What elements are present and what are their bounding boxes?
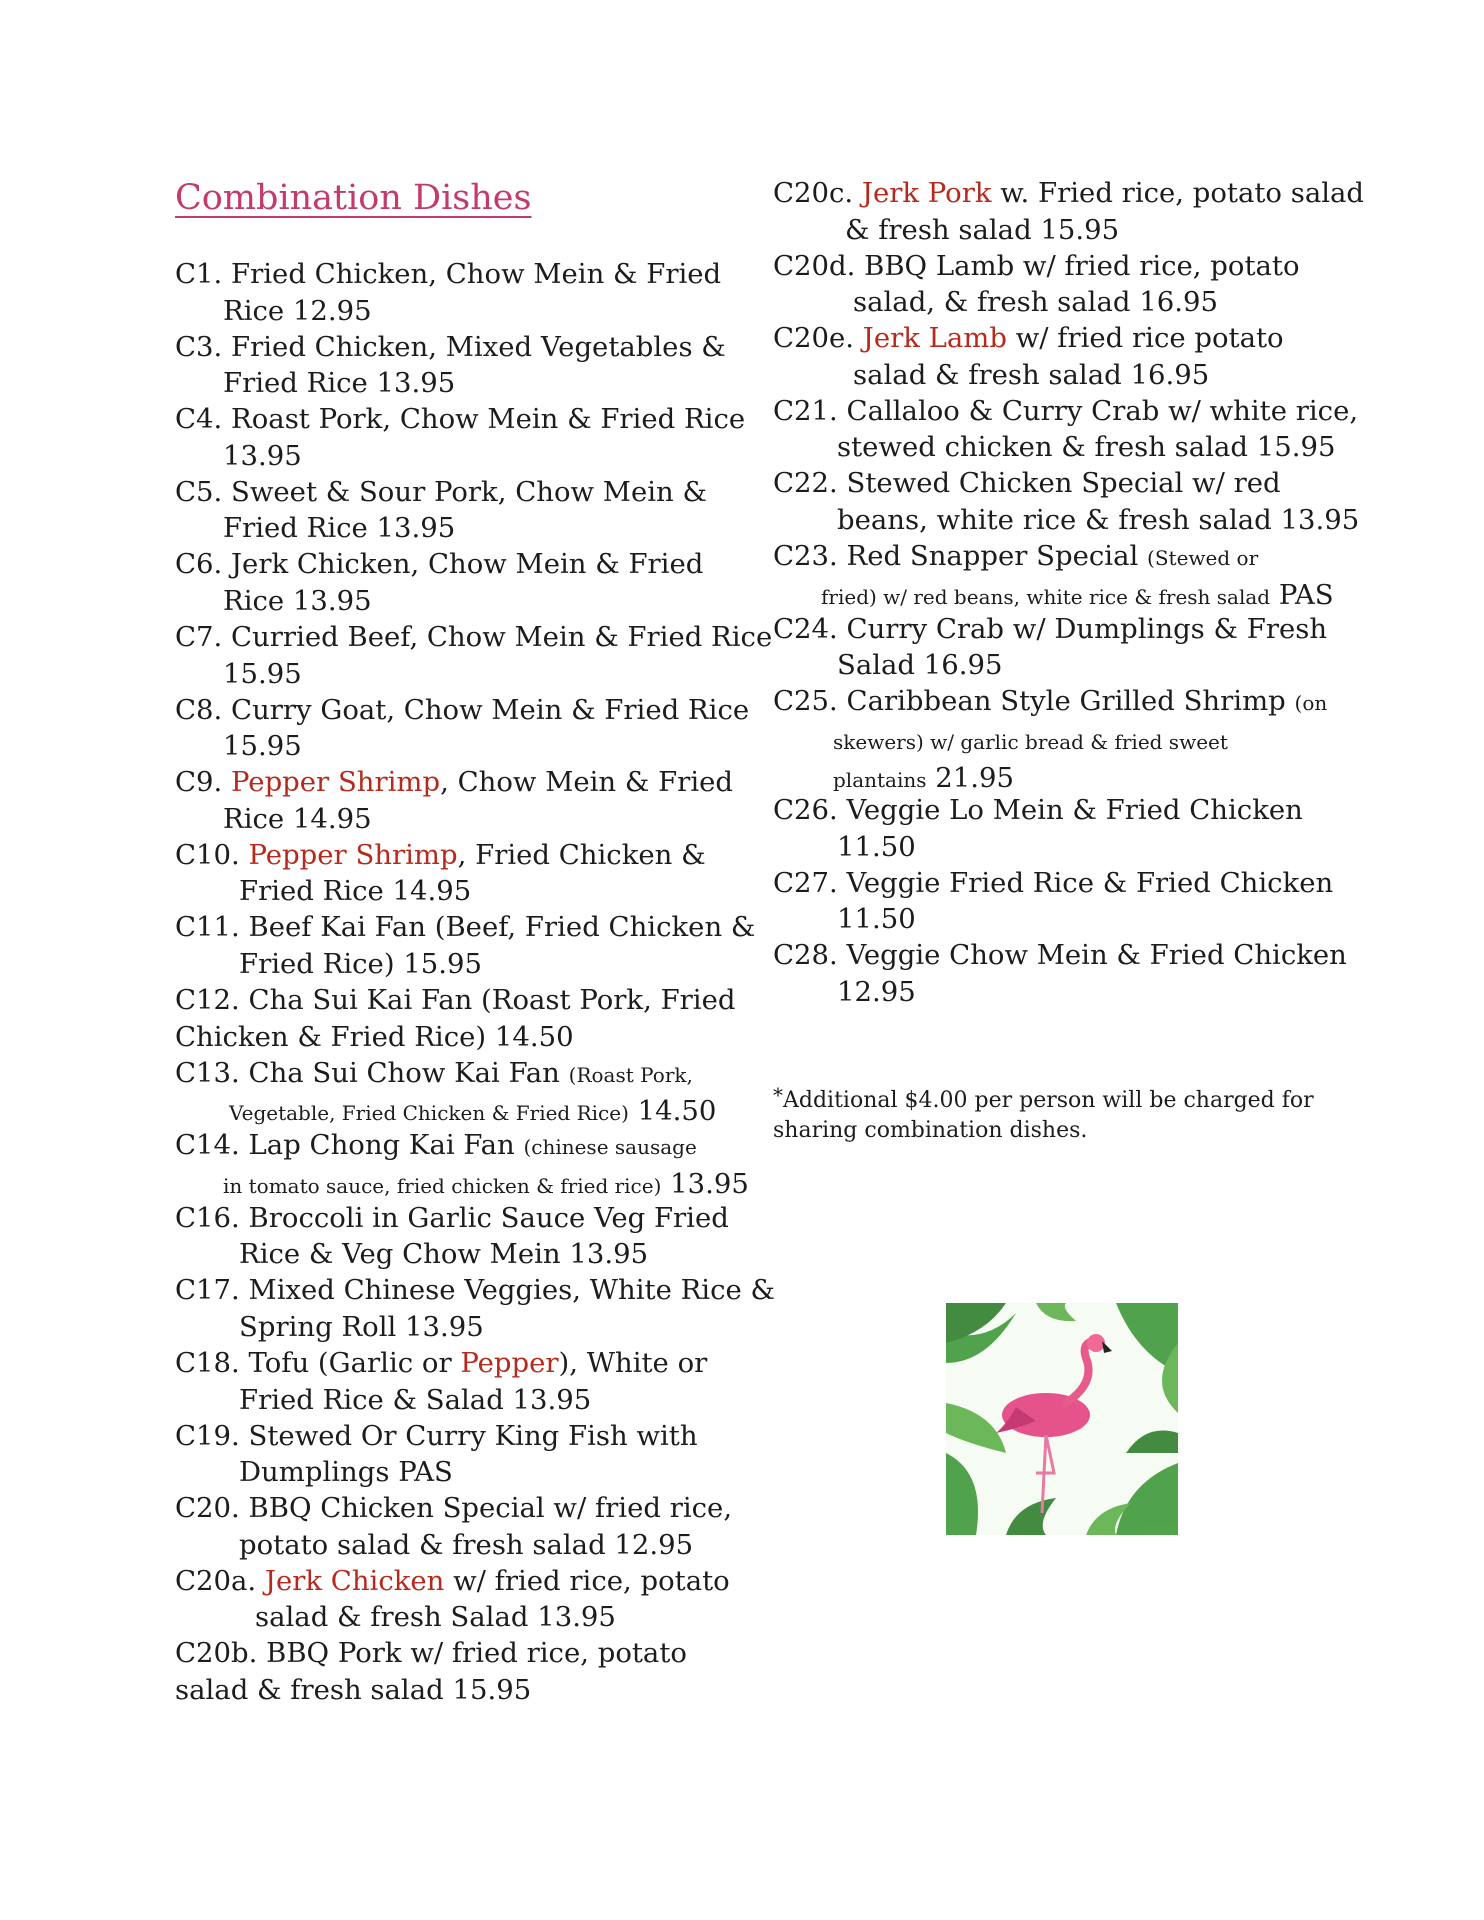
menu-item — [773, 175, 1364, 248]
menu-item-line — [773, 577, 1334, 616]
menu-item-text: Rice 13.95 — [223, 584, 372, 617]
menu-item-line — [175, 256, 721, 293]
menu-item-line — [175, 619, 772, 656]
menu-item — [175, 256, 721, 329]
menu-item-code: C24. — [773, 612, 847, 645]
menu-item-line — [175, 329, 726, 366]
menu-item-text: Mixed Chinese Veggies, White Rice & — [248, 1274, 775, 1307]
menu-item-line — [175, 293, 721, 330]
menu-item-code: C14. — [175, 1129, 249, 1162]
menu-item-text: Vegetable, Fried Chicken & Fried Rice) — [229, 1101, 629, 1126]
menu-item-line — [175, 801, 733, 838]
menu-item-line — [175, 1490, 732, 1527]
menu-item-code: C3. — [175, 330, 232, 363]
menu-item-line — [175, 873, 706, 910]
menu-item-code: C16. — [175, 1201, 249, 1234]
menu-item-text: 11.50 — [837, 830, 916, 863]
page-title: Combination Dishes — [175, 178, 532, 218]
menu-item-line — [175, 1127, 749, 1166]
menu-item-line — [175, 474, 707, 511]
menu-item-text: 11.50 — [837, 903, 916, 936]
menu-item-line — [773, 722, 1327, 761]
menu-item-text: Fried Rice 13.95 — [223, 367, 456, 400]
menu-item-text: Jerk Chicken, Chow Mein & Fried — [231, 548, 704, 581]
menu-item-text: Fried Rice) 15.95 — [239, 947, 483, 980]
menu-item — [773, 320, 1284, 393]
menu-item-line — [773, 284, 1300, 321]
menu-item-text: Fried Rice 13.95 — [223, 512, 456, 545]
menu-item-line — [773, 393, 1358, 430]
menu-item-line — [175, 1345, 707, 1382]
menu-item-line — [773, 175, 1364, 212]
menu-item-text: 21.95 — [926, 762, 1014, 795]
menu-item-text: (on — [1294, 691, 1328, 716]
highlighted-dish-name: Pepper Shrimp — [231, 766, 441, 799]
menu-item-line — [175, 1563, 730, 1600]
menu-item — [773, 393, 1358, 466]
menu-item-code: C20d. — [773, 249, 865, 282]
menu-item-text: salad & fresh salad 16.95 — [853, 358, 1210, 391]
menu-item-text: (chinese sausage — [523, 1135, 697, 1160]
menu-item-line — [175, 764, 733, 801]
menu-item — [175, 982, 735, 1055]
menu-item-text: 15.95 — [223, 730, 302, 763]
menu-item-text: Fried Chicken, Chow Mein & Fried — [231, 258, 722, 290]
menu-item-line — [175, 909, 755, 946]
menu-item-text: , Fried Chicken & — [457, 838, 706, 871]
flamingo-icon — [946, 1303, 1178, 1535]
menu-item-code: C4. — [175, 403, 232, 436]
menu-item-text: Stewed Chicken Special w/ red — [846, 467, 1281, 500]
menu-item-text: skewers) w/ garlic bread & fried sweet — [833, 729, 1228, 754]
menu-item-line — [773, 901, 1333, 938]
menu-item-text: Rice & Veg Chow Mein 13.95 — [239, 1238, 649, 1271]
menu-item — [175, 837, 706, 910]
menu-item-line — [175, 1454, 698, 1491]
menu-item-code: C20b. — [175, 1637, 267, 1670]
menu-item-text: Veggie Chow Mein & Fried Chicken — [846, 939, 1347, 972]
menu-item — [773, 792, 1303, 865]
menu-item-line — [175, 837, 706, 874]
menu-item-line — [773, 538, 1334, 577]
menu-item — [773, 865, 1333, 938]
menu-item-line — [175, 510, 707, 547]
menu-item-text: Cha Sui Kai Fan (Roast Pork, Fried — [248, 984, 736, 1016]
highlighted-dish-name: Pepper — [460, 1347, 559, 1379]
menu-item-text: stewed chicken & fresh salad 15.95 — [837, 431, 1336, 464]
menu-item-line — [175, 401, 745, 438]
menu-item — [175, 546, 703, 619]
menu-item-line — [773, 248, 1300, 285]
highlighted-dish-name: Jerk Lamb — [862, 322, 1007, 355]
menu-item-text: Tofu (Garlic or — [248, 1347, 461, 1379]
menu-item-line — [773, 974, 1347, 1011]
menu-item-text: Rice 12.95 — [223, 294, 372, 327]
menu-item — [773, 683, 1327, 799]
menu-item-text: Red Snapper Special — [846, 540, 1148, 572]
menu-item-text: Dumplings PAS — [239, 1456, 453, 1489]
menu-item-line — [773, 357, 1284, 394]
menu-item-code: C19. — [175, 1419, 249, 1452]
menu-item-code: C27. — [773, 866, 847, 899]
menu-item-text: (Stewed or — [1147, 546, 1259, 570]
menu-item-line — [175, 1309, 775, 1346]
menu-item-line — [773, 865, 1333, 902]
menu-item-text: ), White or — [558, 1347, 708, 1379]
menu-item — [175, 764, 733, 837]
menu-item-text: Fried Chicken, Mixed Vegetables & — [231, 330, 726, 363]
menu-item-text: w. Fried rice, potato salad — [991, 177, 1365, 209]
menu-item-line — [175, 1166, 749, 1205]
menu-item — [175, 474, 707, 547]
menu-item-code: C10. — [175, 838, 249, 871]
menu-item-line — [175, 1527, 732, 1564]
menu-item-line — [175, 1093, 716, 1132]
menu-item-code: C20e. — [773, 322, 863, 355]
menu-item — [175, 1345, 707, 1418]
menu-item-text: Fried Rice 14.95 — [239, 875, 472, 908]
menu-item-text: fried) w/ red beans, white rice & fresh salad — [821, 584, 1271, 609]
highlighted-dish-name: Jerk Chicken — [264, 1564, 445, 1597]
menu-item-line — [175, 656, 772, 693]
menu-item — [175, 692, 749, 765]
note-line-2: sharing combination dishes. — [773, 1118, 1088, 1143]
menu-item — [175, 909, 755, 982]
menu-item-line — [773, 429, 1358, 466]
menu-item-line — [773, 465, 1359, 502]
menu-item-line — [175, 1200, 729, 1237]
menu-item-text: Veggie Lo Mein & Fried Chicken — [846, 794, 1303, 827]
menu-item-line — [773, 647, 1327, 684]
menu-item-text: PAS — [1270, 578, 1334, 611]
menu-item-line — [175, 438, 745, 475]
menu-item-text: Curried Beef, Chow Mein & Fried Rice — [231, 621, 773, 653]
menu-item-line — [773, 320, 1284, 357]
menu-item-text: Rice 14.95 — [223, 802, 372, 835]
menu-item-line — [773, 792, 1303, 829]
menu-item-line — [175, 1635, 687, 1672]
menu-item — [175, 1563, 730, 1636]
menu-item-text: 13.95 — [223, 439, 302, 472]
menu-item-text: in tomato sauce, fried chicken & fried rice) — [223, 1173, 662, 1198]
menu-item-line — [773, 683, 1327, 722]
menu-item-text: salad & fresh Salad 13.95 — [255, 1601, 616, 1634]
menu-item-text: 12.95 — [837, 975, 916, 1008]
menu-item-text: BBQ Chicken Special w/ fried rice, — [248, 1492, 733, 1525]
menu-item-text: beans, white rice & fresh salad 13.95 — [837, 503, 1360, 536]
menu-item-code: C13. — [175, 1056, 249, 1089]
menu-item-line — [175, 692, 749, 729]
note-asterisk: * — [773, 1083, 783, 1107]
menu-item-line — [773, 212, 1364, 249]
menu-item-code: C12. — [175, 984, 249, 1016]
menu-item-text: Fried Rice & Salad 13.95 — [239, 1383, 592, 1416]
menu-item-line — [175, 982, 735, 1019]
menu-item-code: C17. — [175, 1274, 249, 1307]
menu-item-line — [773, 829, 1303, 866]
menu-item-text: Broccoli in Garlic Sauce Veg Fried — [248, 1201, 729, 1234]
menu-item-text: BBQ Pork w/ fried rice, potato — [266, 1637, 687, 1670]
menu-item-line — [773, 611, 1327, 648]
menu-item-text: Cha Sui Chow Kai Fan — [248, 1056, 569, 1089]
menu-item — [175, 1272, 775, 1345]
menu-item-code: C8. — [175, 693, 232, 726]
menu-item-text: Sweet & Sour Pork, Chow Mein & — [231, 475, 707, 508]
menu-item-line — [175, 1672, 687, 1709]
menu-item — [175, 1127, 749, 1204]
menu-item-code: C22. — [773, 467, 847, 500]
menu-item-code: C18. — [175, 1347, 249, 1379]
menu-item-text: BBQ Lamb w/ fried rice, potato — [864, 249, 1300, 282]
menu-item-code: C6. — [175, 548, 232, 581]
menu-item-code: C20. — [175, 1492, 249, 1525]
highlighted-dish-name: Jerk Pork — [861, 177, 992, 209]
menu-item-line — [175, 946, 755, 983]
menu-item-text: potato salad & fresh salad 12.95 — [239, 1528, 694, 1561]
menu-item-code: C7. — [175, 621, 232, 653]
menu-item-text: Lap Chong Kai Fan — [248, 1129, 524, 1162]
menu-item-line — [175, 1418, 698, 1455]
menu-item-text: Curry Goat, Chow Mein & Fried Rice — [231, 693, 750, 726]
menu-item-text: Caribbean Style Grilled Shrimp — [846, 685, 1295, 718]
menu-item-line — [175, 1382, 707, 1419]
menu-item-code: C26. — [773, 794, 847, 827]
menu-item-text: salad & fresh salad 15.95 — [175, 1673, 532, 1706]
menu-item-line — [175, 1272, 775, 1309]
menu-item-line — [175, 1019, 735, 1056]
menu-item — [773, 611, 1327, 684]
menu-item — [175, 329, 726, 402]
menu-item-text: Roast Pork, Chow Mein & Fried Rice — [231, 403, 746, 436]
menu-item-text: w/ fried rice potato — [1006, 322, 1284, 355]
menu-item-code: C20c. — [773, 177, 862, 209]
menu-item-line — [175, 1599, 730, 1636]
menu-item-text: 13.95 — [661, 1167, 749, 1200]
menu-item-text: 15.95 — [223, 657, 302, 690]
menu-item-line — [175, 546, 703, 583]
menu-item — [175, 619, 772, 692]
menu-item-line — [175, 583, 703, 620]
menu-item-code: C1. — [175, 258, 232, 290]
menu-item-line — [175, 728, 749, 765]
menu-item-code: C9. — [175, 766, 232, 799]
menu-item-text: & fresh salad 15.95 — [845, 213, 1120, 246]
menu-item-text: Callaloo & Curry Crab w/ white rice, — [846, 394, 1359, 427]
menu-item-code: C21. — [773, 394, 847, 427]
menu-item-code: C25. — [773, 685, 847, 718]
menu-item-text: w/ fried rice, potato — [444, 1564, 730, 1597]
menu-item-code: C20a. — [175, 1564, 265, 1597]
menu-item-text: Salad 16.95 — [837, 649, 1003, 682]
menu-item-text: Chicken & Fried Rice) 14.50 — [175, 1020, 574, 1053]
menu-item-text: salad, & fresh salad 16.95 — [853, 286, 1218, 319]
menu-item-code: C5. — [175, 475, 232, 508]
menu-item-text: (Roast Pork, — [568, 1062, 693, 1087]
menu-item-code: C28. — [773, 939, 847, 972]
menu-item-line — [175, 1236, 729, 1273]
menu-item-line — [175, 365, 726, 402]
menu-item — [175, 401, 745, 474]
menu-item-text: , Chow Mein & Fried — [440, 766, 733, 799]
menu-item-line — [773, 502, 1359, 539]
highlighted-dish-name: Pepper Shrimp — [248, 838, 458, 871]
menu-item-code: C23. — [773, 540, 847, 572]
note-line-1: Additional $4.00 per person will be charged for — [783, 1088, 1314, 1113]
menu-item-text: Curry Crab w/ Dumplings & Fresh — [846, 612, 1328, 645]
menu-item — [175, 1200, 729, 1273]
menu-item-text: Veggie Fried Rice & Fried Chicken — [846, 866, 1334, 899]
menu-item-line — [175, 1055, 716, 1094]
menu-item-line — [773, 937, 1347, 974]
sharing-note — [773, 1080, 1333, 1146]
menu-item-text: Spring Roll 13.95 — [239, 1310, 484, 1343]
menu-item — [175, 1490, 732, 1563]
menu-item — [175, 1635, 687, 1708]
menu-item — [175, 1418, 698, 1491]
menu-item-text: Beef Kai Fan (Beef, Fried Chicken & — [248, 911, 756, 944]
menu-item — [175, 1055, 716, 1132]
menu-item-code: C11. — [175, 911, 249, 944]
menu-item — [773, 937, 1347, 1010]
menu-item — [773, 538, 1334, 615]
menu-item — [773, 248, 1300, 321]
menu-item-text: plantains — [833, 768, 927, 793]
menu-item-text: 14.50 — [628, 1095, 717, 1128]
menu-item-text: Stewed Or Curry King Fish with — [248, 1419, 698, 1452]
menu-item — [773, 465, 1359, 538]
